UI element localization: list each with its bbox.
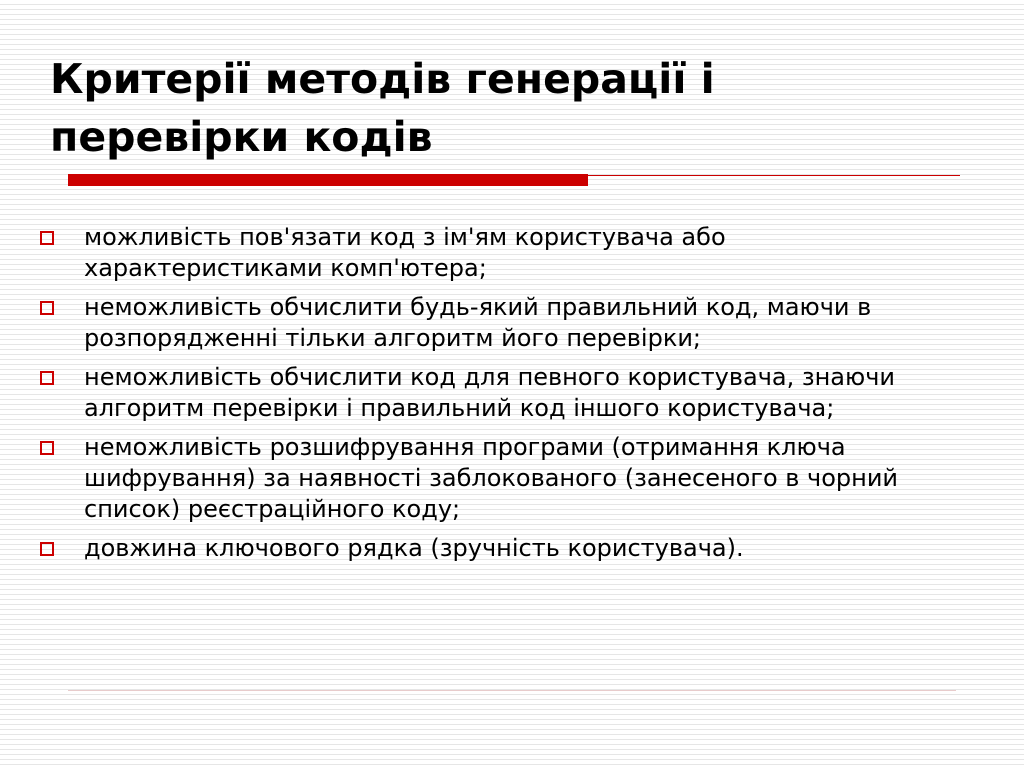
bullet-text: неможливість обчислити будь-який правильний код, маючи в розпорядженні тільки алгоритм його перевірки;	[84, 293, 872, 352]
hollow-square-icon	[40, 542, 54, 556]
hollow-square-icon	[40, 301, 54, 315]
hollow-square-icon	[40, 371, 54, 385]
bullet-text: неможливість обчислити код для певного користувача, знаючи алгоритм перевірки і правильний код іншого користувача;	[84, 363, 895, 422]
list-item	[38, 362, 958, 424]
title-underline-bar	[68, 174, 588, 186]
list-item	[38, 292, 958, 354]
hollow-square-icon	[40, 231, 54, 245]
list-item	[38, 533, 958, 564]
bullet-list	[38, 222, 958, 572]
title-underline-line	[588, 175, 960, 176]
list-item	[38, 222, 958, 284]
bullet-text: неможливість розшифрування програми (отримання ключа шифрування) за наявності заблокованого (занесеного в чорний список) реєстраційного коду;	[84, 433, 899, 523]
bullet-text: довжина ключового рядка (зручність користувача).	[84, 534, 744, 562]
bullet-text: можливість пов'язати код з ім'ям користувача або характеристиками комп'ютера;	[84, 223, 726, 282]
hollow-square-icon	[40, 441, 54, 455]
footer-divider	[68, 690, 956, 691]
list-item	[38, 432, 958, 525]
slide-title: Критерії методів генерації і перевірки кодів	[50, 55, 715, 161]
